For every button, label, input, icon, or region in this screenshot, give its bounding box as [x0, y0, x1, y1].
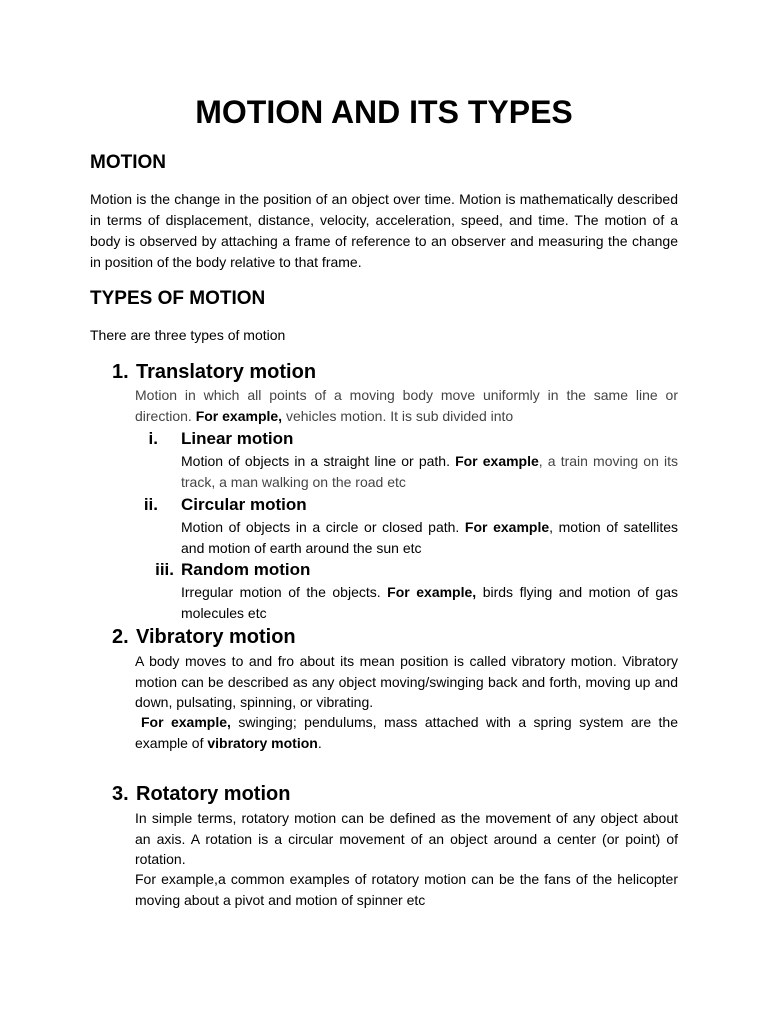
- random-body-end: birds flying and motion of gas molecules etc: [181, 584, 678, 621]
- vibratory-example-end: .: [317, 734, 322, 751]
- rotatory-body: In simple terms, rotatory motion can be defined as the movement of any object about an axis. A rotation is a circular movement of an object around a center (or point) of rotation.: [135, 810, 678, 867]
- translatory-number: 1.: [112, 361, 129, 383]
- translatory-body: [135, 385, 678, 426]
- linear-body-text: Motion of objects in a straight line or path.: [181, 453, 456, 469]
- random-example-label: For example,: [387, 584, 477, 600]
- motion-paragraph: Motion is the change in the position of an object over time. Motion is mathematically described in terms of displacement, distance, velocity, acceleration, speed, and time. The motion of a body is observed by attaching a frame of reference to an observer and measuring the change in position of the body relative to that frame.: [90, 191, 678, 270]
- circular-numeral: ii.: [143, 495, 158, 514]
- linear-body: [181, 451, 678, 493]
- linear-body-end: , a train moving on its track, a man walking on the road etc: [181, 453, 678, 490]
- types-intro: There are three types of motion: [90, 327, 286, 343]
- rotatory-example: For example,a common examples of rotatory motion can be the fans of the helicopter moving about a pivot and motion of spinner etc: [135, 871, 678, 908]
- translatory-body-text: Motion in which all points of a moving body move uniformly in the same line or direction.: [135, 387, 678, 424]
- translatory-title: Translatory motion: [136, 361, 317, 383]
- vibratory-example: [135, 712, 678, 753]
- translatory-example-label: For example,: [195, 407, 283, 424]
- random-numeral: iii.: [155, 560, 174, 579]
- vibratory-example-text: swinging; pendulums, mass attached with a spring system are the example of: [135, 714, 678, 751]
- vibratory-body: A body moves to and fro about its mean position is called vibratory motion. Vibratory motion can be described as any object moving/swinging back and forth, moving up and down, pulsating, spinning, or vibrating.: [135, 653, 678, 710]
- vibratory-example-bold: vibratory motion: [207, 734, 318, 751]
- linear-numeral: i.: [148, 429, 158, 448]
- rotatory-number: 3.: [112, 783, 129, 805]
- circular-body-end: , motion of satellites and motion of earth around the sun etc: [181, 519, 678, 556]
- random-body-text: Irregular motion of the objects.: [181, 584, 388, 600]
- linear-example-label: For example: [455, 453, 539, 469]
- circular-title: Circular motion: [181, 495, 307, 514]
- linear-title: Linear motion: [181, 429, 294, 448]
- motion-heading: MOTION: [90, 152, 166, 173]
- circular-example-label: For example: [464, 519, 550, 535]
- vibratory-example-label: For example,: [141, 714, 231, 730]
- document-title: MOTION AND ITS TYPES: [195, 94, 573, 130]
- random-title: Random motion: [181, 560, 311, 579]
- vibratory-title: Vibratory motion: [136, 626, 296, 648]
- random-body: [181, 582, 678, 624]
- circular-body-text: Motion of objects in a circle or closed path.: [181, 519, 465, 535]
- rotatory-title: Rotatory motion: [136, 783, 291, 805]
- types-heading: TYPES OF MOTION: [90, 288, 266, 309]
- translatory-body-end: vehicles motion. It is sub divided into: [282, 407, 514, 424]
- circular-body: [181, 517, 678, 559]
- vibratory-number: 2.: [112, 626, 129, 648]
